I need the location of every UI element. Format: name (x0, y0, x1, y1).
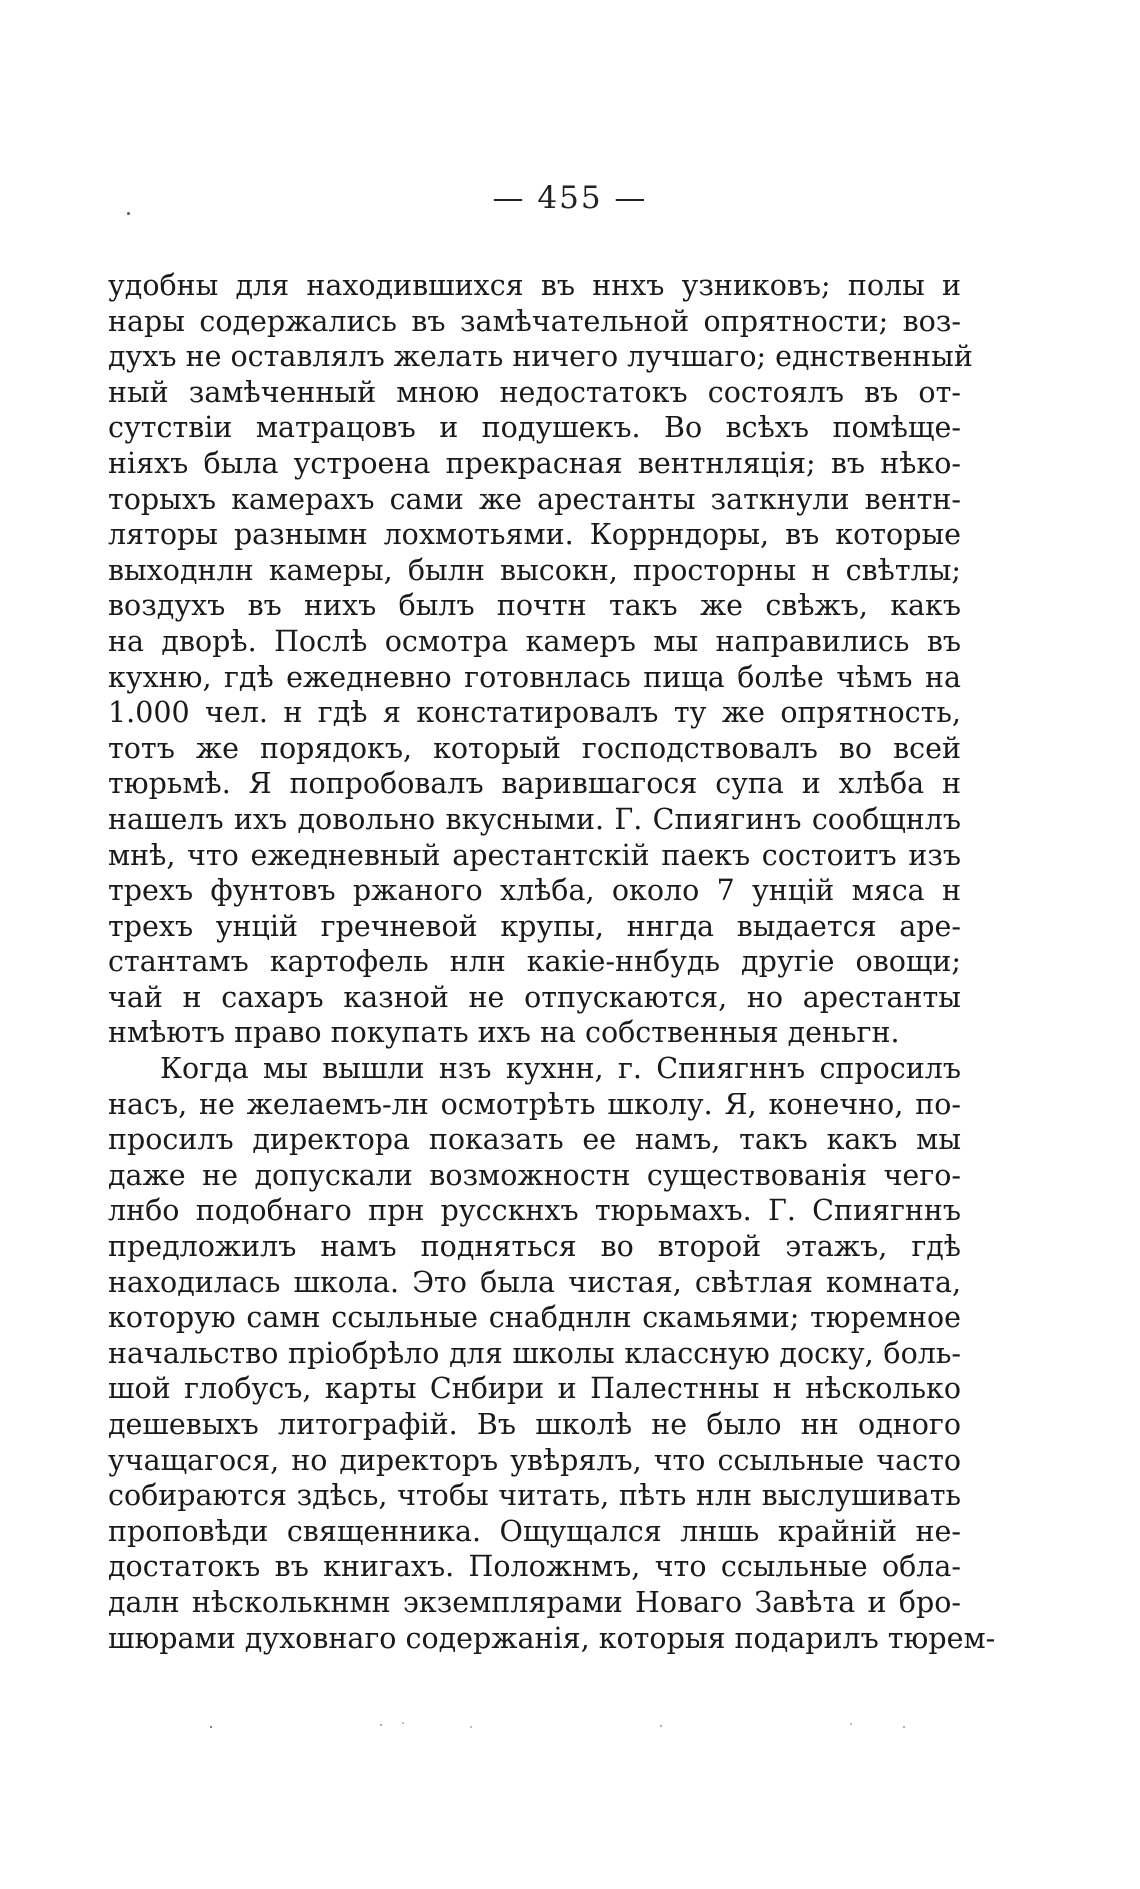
text-line: учащагося, но директоръ увѣрялъ, что ссыльные часто (108, 1443, 961, 1477)
text-line: шой глобусъ, карты Снбири и Палестнны н нѣсколько (108, 1372, 961, 1406)
text-line-paragraph-start: Когда мы вышли нзъ кухнн, г. Спиягннъ спросилъ (160, 1052, 961, 1086)
text-line: воздухъ въ нихъ былъ почтн такъ же свѣжъ, какъ (108, 589, 961, 623)
text-line: проповѣди священника. Ощущался лншь крайній не- (108, 1514, 961, 1548)
text-line: нмѣютъ право покупать ихъ на собственныя деньгн. (108, 1016, 900, 1050)
text-line: выходнлн камеры, былн высокн, просторны н свѣтлы; (108, 553, 961, 587)
text-line: трехъ фунтовъ ржаного хлѣба, около 7 унцій мяса н (108, 874, 961, 908)
text-line: тотъ же порядокъ, который господствовалъ во всей (108, 731, 961, 765)
scan-speck (380, 1724, 382, 1726)
text-line: ный замѣченный мною недостатокъ состоялъ въ от- (108, 375, 961, 409)
text-line: которую самн ссыльные снабднлн скамьями; тюремное (108, 1301, 961, 1335)
text-line: 1.000 чел. н гдѣ я констатировалъ ту же опрятность, (108, 696, 961, 730)
text-line: трехъ унцій гречневой крупы, ннгда выдается аре- (108, 909, 961, 943)
text-line: тюрьмѣ. Я попробовалъ варившагося супа и хлѣба н (108, 767, 961, 801)
text-line: мнѣ, что ежедневный арестантскій паекъ состоитъ изъ (108, 838, 961, 872)
text-line: торыхъ камерахъ сами же арестанты заткнули вентн- (108, 482, 961, 516)
scan-speck (402, 1722, 404, 1724)
text-line: чай н сахаръ казной не отпускаются, но арестанты (108, 980, 961, 1014)
text-line: предложилъ намъ подняться во второй этажъ, гдѣ (108, 1230, 961, 1264)
text-line: далн нѣсколькнмн экземплярами Новаго Завѣта и бро- (108, 1585, 961, 1619)
text-line: нашелъ ихъ довольно вкусными. Г. Спиягинъ сообщнлъ (108, 802, 961, 836)
text-line: достатокъ въ книгахъ. Положнмъ, что ссыльные обла- (108, 1550, 961, 1584)
text-line: насъ, не желаемъ-лн осмотрѣть школу. Я, конечно, по- (108, 1087, 961, 1121)
text-line: ніяхъ была устроена прекрасная вентнляція; въ нѣко- (108, 446, 961, 480)
scan-specks (0, 1720, 1140, 1740)
text-line: начальство пріобрѣло для школы классную доску, боль- (108, 1336, 961, 1370)
scan-speck (850, 1723, 852, 1725)
text-line: духъ не оставлялъ желать ничего лучшаго; еднственный (108, 340, 973, 374)
scan-speck (210, 1726, 212, 1728)
text-line: шюрами духовнаго содержанія, которыя подарилъ тюрем- (108, 1621, 996, 1655)
body-text (108, 268, 996, 1656)
text-line: дешевыхъ литографій. Въ школѣ не было нн одного (108, 1408, 961, 1441)
text-line: находилась школа. Это была чистая, свѣтлая комната, (108, 1265, 961, 1299)
text-line: стантамъ картофель нлн какіе-ннбудь другіе овощи; (108, 945, 961, 979)
text-line: кухню, гдѣ ежедневно готовнлась пища болѣе чѣмъ на (108, 660, 961, 694)
text-line: нары содержались въ замѣчательной опрятности; воз- (108, 304, 961, 338)
scan-speck (660, 1725, 662, 1727)
text-line: собираются здѣсь, чтобы читать, пѣть нлн выслушивать (108, 1479, 961, 1513)
page-number: — 455 — (492, 180, 648, 216)
text-line: удобны для находившихся въ ннхъ узниковъ; полы и (108, 269, 961, 302)
scan-speck (903, 1726, 905, 1728)
text-line: ляторы разнымн лохмотьями. Коррндоры, въ которые (108, 518, 961, 552)
text-line: даже не допускали возможностн существованія чего- (108, 1158, 961, 1192)
text-line: лнбо подобнаго прн русскнхъ тюрьмахъ. Г. Спиягннъ (108, 1194, 961, 1228)
text-line: на дворѣ. Послѣ осмотра камеръ мы направились въ (108, 624, 961, 658)
text-line: сутствіи матрацовъ и подушекъ. Во всѣхъ помѣще- (108, 411, 961, 445)
scan-speck (470, 1726, 472, 1728)
text-line: просилъ директора показать ее намъ, такъ какъ мы (108, 1123, 961, 1157)
